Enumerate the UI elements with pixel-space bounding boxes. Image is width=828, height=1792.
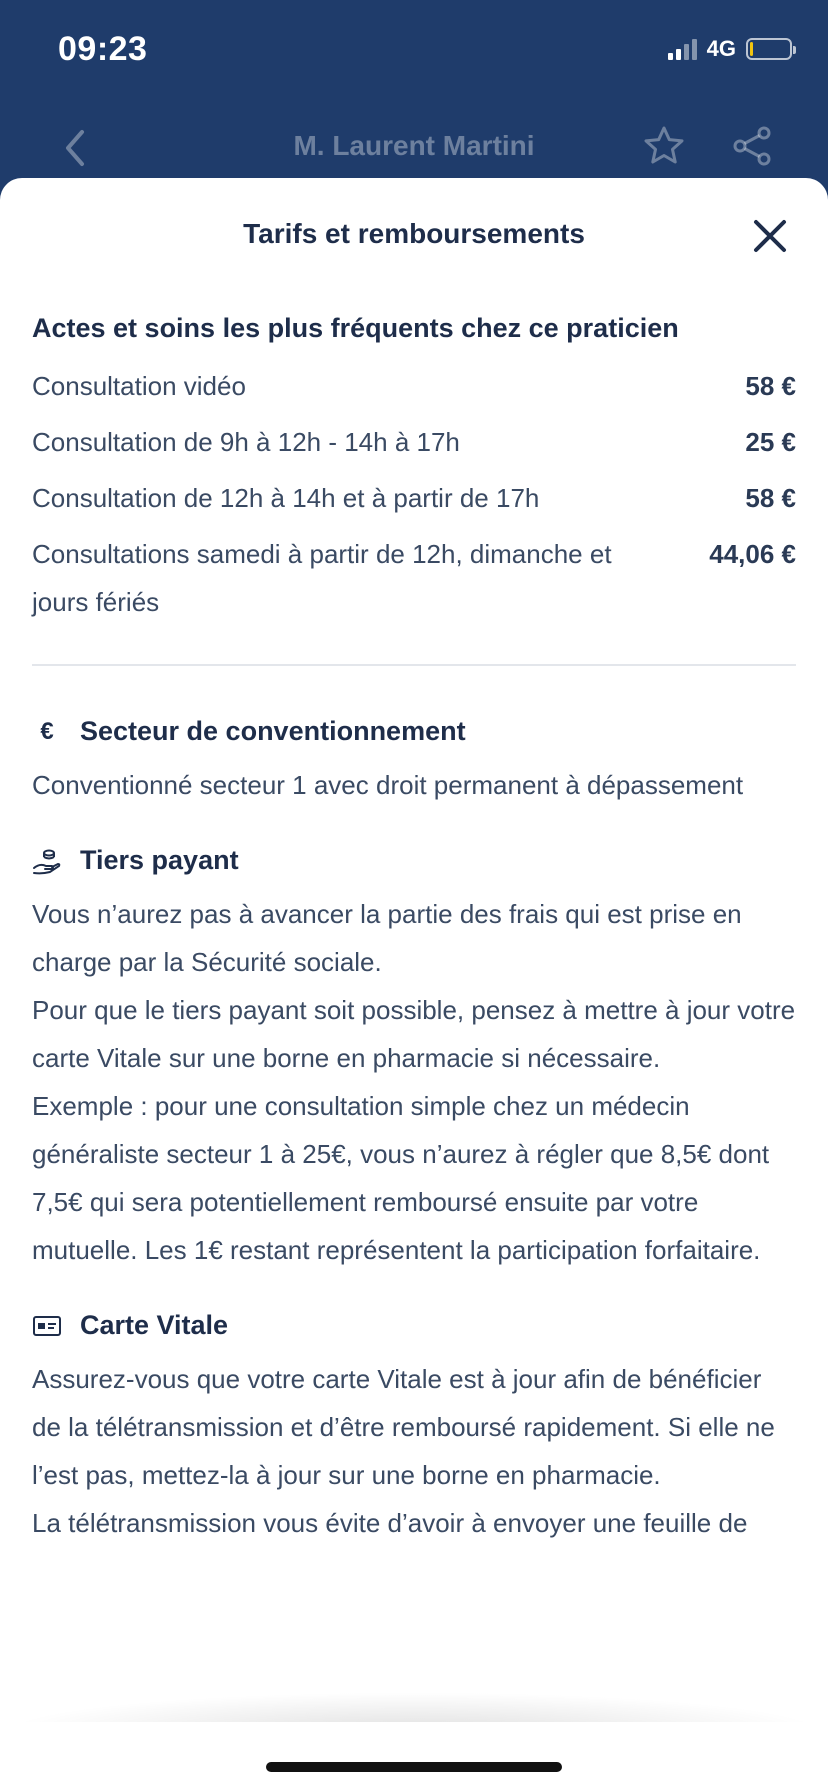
close-icon[interactable] bbox=[748, 214, 792, 258]
card-icon bbox=[32, 1311, 62, 1341]
section-title-row bbox=[32, 845, 796, 876]
price-row bbox=[32, 418, 796, 466]
section-title: Tiers payant bbox=[80, 845, 239, 875]
section-title-row bbox=[32, 716, 796, 747]
nav-title: M. Laurent Martini bbox=[293, 130, 535, 161]
section-text: Conventionné secteur 1 avec droit permanent à dépassement bbox=[32, 770, 744, 800]
prices-heading: Actes et soins les plus fréquents chez ce praticien bbox=[32, 313, 679, 343]
section-text: Vous n’aurez pas à avancer la partie des frais qui est prise en charge par la Sécurité sociale. Pour que le tiers payant soit possible, pensez à mettre à jour votre carte Vitale sur une borne en pharmacie si nécessaire. Exemple : pour une consultation simple chez un médecin généraliste secteur 1 à 25€, vous n’aurez à régler que 8,5€ dont 7,5€ qui sera potentiellement remboursé ensuite par votre mutuelle. Les 1€ restant représentent la participation forfaitaire. bbox=[32, 899, 796, 1265]
price-label: Consultation de 12h à 14h et à partir de 17h bbox=[32, 483, 540, 513]
bottom-bar bbox=[0, 1722, 828, 1792]
battery-icon bbox=[746, 38, 792, 60]
price-value: 58 € bbox=[745, 483, 796, 513]
nav-header bbox=[0, 110, 828, 180]
tiers-payant-section bbox=[32, 845, 796, 1274]
secteur-section bbox=[32, 716, 796, 809]
share-icon[interactable] bbox=[730, 124, 774, 168]
home-indicator[interactable] bbox=[266, 1762, 562, 1772]
status-indicators bbox=[668, 36, 792, 62]
price-row bbox=[32, 362, 796, 410]
signal-icon bbox=[668, 38, 697, 60]
carte-vitale-section bbox=[32, 1310, 796, 1547]
modal-title: Tarifs et remboursements bbox=[243, 218, 585, 249]
status-bar bbox=[0, 0, 828, 100]
price-label: Consultations samedi à partir de 12h, dimanche et jours fériés bbox=[32, 539, 612, 617]
price-label: Consultation de 9h à 12h - 14h à 17h bbox=[32, 427, 460, 457]
modal-content bbox=[32, 308, 796, 1583]
price-row bbox=[32, 474, 796, 522]
section-text: Assurez-vous que votre carte Vitale est à jour afin de bénéficier de la télétransmission et d’être remboursé rapidement. Si elle ne l’est pas, mettez-la à jour sur une borne en pharmacie. La télétransmission vous évite d’avoir à envoyer une feuille de bbox=[32, 1364, 775, 1538]
price-list bbox=[32, 362, 796, 626]
tarifs-modal bbox=[0, 178, 828, 1792]
status-time: 09:23 bbox=[58, 30, 148, 68]
price-value: 44,06 € bbox=[709, 539, 796, 569]
euro-icon: € bbox=[40, 717, 54, 745]
price-value: 25 € bbox=[745, 427, 796, 457]
network-label: 4G bbox=[706, 36, 736, 61]
star-icon[interactable] bbox=[642, 124, 686, 168]
modal-header bbox=[0, 178, 828, 288]
divider bbox=[32, 664, 796, 666]
price-row bbox=[32, 530, 796, 626]
section-title: Carte Vitale bbox=[80, 1310, 229, 1340]
price-label: Consultation vidéo bbox=[32, 371, 246, 401]
section-title: Secteur de conventionnement bbox=[80, 716, 466, 746]
section-title-row bbox=[32, 1310, 796, 1341]
hand-coin-icon bbox=[32, 846, 62, 876]
price-value: 58 € bbox=[745, 371, 796, 401]
